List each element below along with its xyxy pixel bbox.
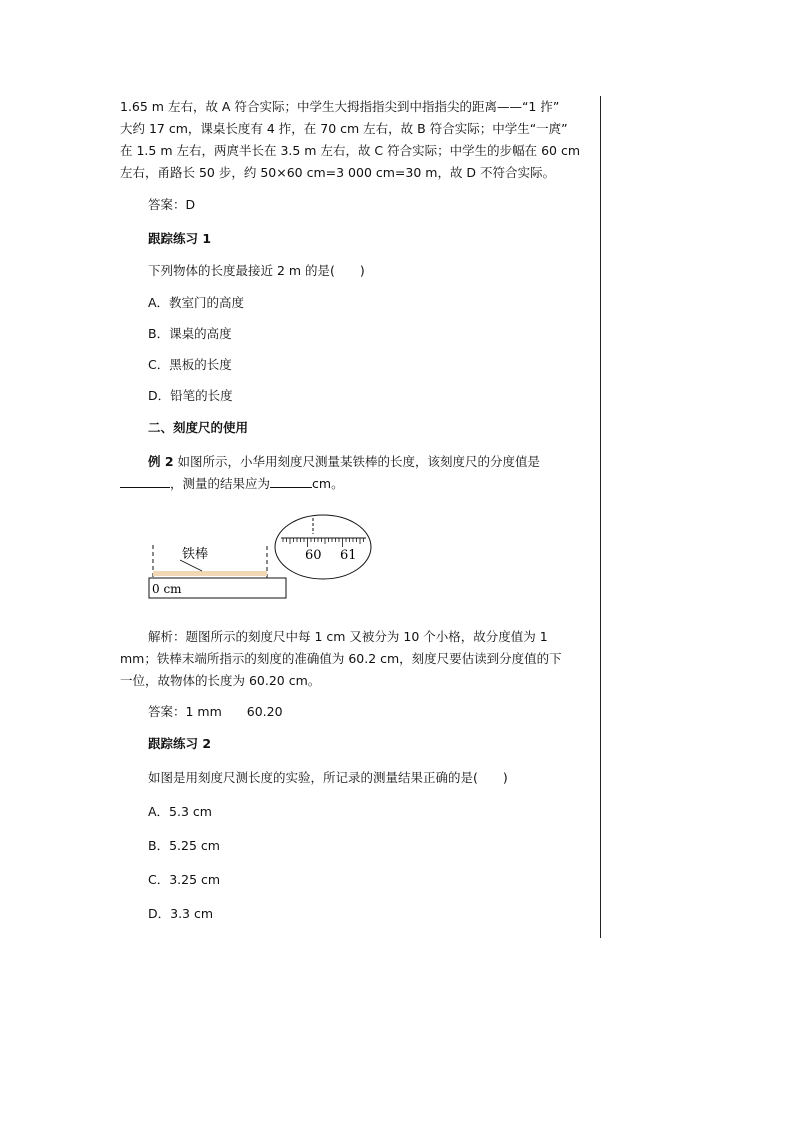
follow-up-2-option-d: D．3.3 cm	[148, 906, 214, 921]
example-2-text2: ，测量的结果应为	[170, 476, 271, 491]
magnifier-callout	[275, 515, 371, 579]
para1-line1: 1.65 m 左右，故 A 符合实际；中学生大拇指指尖到中指指尖的距离——“1 拃”	[120, 99, 560, 114]
answer-1: 答案：D	[148, 197, 196, 212]
example-2-line2	[120, 473, 594, 495]
iron-rod	[153, 571, 267, 576]
analysis-line2: mm；铁棒末端所指示的刻度的准确值为 60.2 cm，刻度尺要估读到分度值的下	[120, 651, 562, 666]
follow-up-2-option-a: A．5.3 cm	[148, 804, 212, 819]
ruler-zero-label: 0 cm	[152, 582, 182, 596]
ruler-figure	[140, 512, 380, 602]
section-2-heading: 二、刻度尺的使用	[148, 420, 249, 435]
rod-label: 铁棒	[182, 547, 209, 562]
analysis-line1: 解析：题图所示的刻度尺中每 1 cm 又被分为 10 个小格，故分度值为 1	[148, 629, 548, 644]
example-2-label: 例 2	[148, 454, 174, 469]
tick-label-60: 60	[305, 548, 322, 563]
para1-line4: 左右，甬路长 50 步，约 50×60 cm=3 000 cm=30 m，故 D 不符合实际。	[120, 165, 556, 180]
para1-line3: 在 1.5 m 左右，两庹半长在 3.5 m 左右，故 C 符合实际；中学生的步幅在 60 cm	[120, 143, 581, 158]
follow-up-1-option-b: B．课桌的高度	[148, 326, 232, 341]
follow-up-1-question: 下列物体的长度最接近 2 m 的是( )	[148, 263, 365, 278]
para1-line2: 大约 17 cm，课桌长度有 4 拃，在 70 cm 左右，故 B 符合实际；中学生“一庹”	[120, 121, 568, 136]
follow-up-1-option-a: A．教室门的高度	[148, 295, 245, 310]
follow-up-2-option-b: B．5.25 cm	[148, 838, 220, 853]
example-2-line1	[148, 451, 622, 473]
answer-blank-1	[120, 473, 170, 488]
example-2-text3: cm。	[312, 476, 344, 491]
analysis-line3: 一位，故物体的长度为 60.20 cm。	[120, 673, 321, 688]
follow-up-2-title: 跟踪练习 2	[148, 736, 212, 751]
tick-label-61: 61	[340, 548, 357, 563]
example-2-text1: 如图所示，小华用刻度尺测量某铁棒的长度，该刻度尺的分度值是	[173, 454, 541, 469]
follow-up-2-question: 如图是用刻度尺测长度的实验，所记录的测量结果正确的是( )	[148, 770, 508, 785]
follow-up-1-option-d: D．铅笔的长度	[148, 388, 233, 403]
answer-blank-2	[270, 473, 312, 488]
follow-up-1-title: 跟踪练习 1	[148, 231, 212, 246]
follow-up-1-option-c: C．黑板的长度	[148, 357, 232, 372]
follow-up-2-option-c: C．3.25 cm	[148, 872, 221, 887]
answer-2: 答案：1 mm 60.20	[148, 704, 283, 719]
